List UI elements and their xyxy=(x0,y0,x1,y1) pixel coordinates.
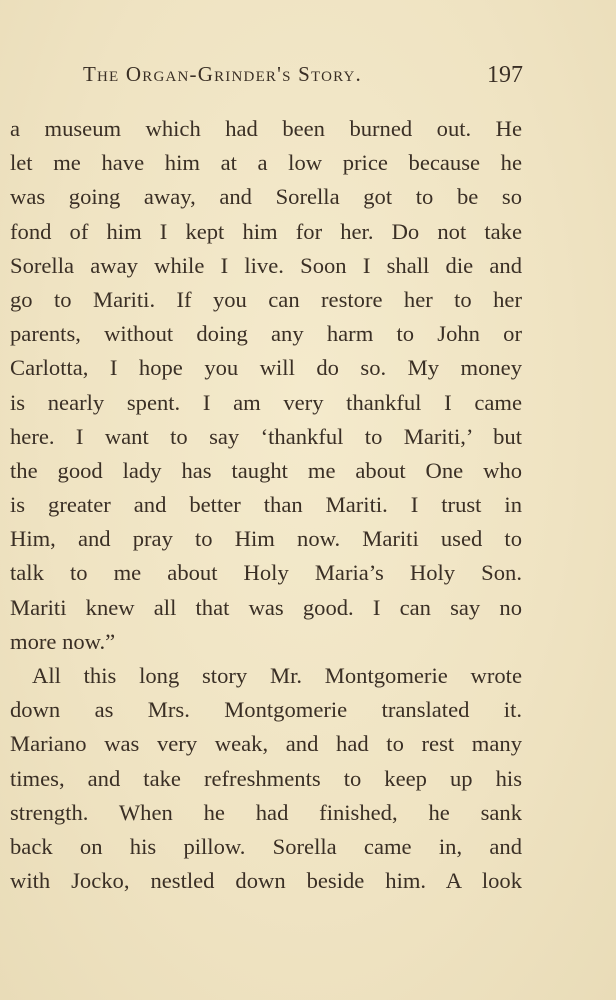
text-line: Carlotta, I hope you will do so. My money xyxy=(10,355,522,381)
text-line: Mariano was very weak, and had to rest many xyxy=(10,731,522,757)
text-line: strength. When he had finished, he sank xyxy=(10,799,522,825)
text-line: a museum which had been burned out. He xyxy=(10,116,522,141)
text-line: Him, and pray to Him now. Mariti used to xyxy=(10,526,522,552)
text-line: down as Mrs. Montgomerie translated it. xyxy=(10,697,522,723)
body-text xyxy=(10,112,522,898)
running-head xyxy=(83,62,523,92)
text-line: Mariti knew all that was good. I can say no xyxy=(10,594,522,620)
text-line: All this long story Mr. Montgomerie wrote xyxy=(32,663,522,688)
text-line: let me have him at a low price because he xyxy=(10,150,522,176)
text-line: here. I want to say ‘thankful to Mariti,’ but xyxy=(10,423,522,449)
text-line: with Jocko, nestled down beside him. A look xyxy=(10,868,522,894)
text-line: talk to me about Holy Maria’s Holy Son. xyxy=(10,560,522,586)
text-line: parents, without doing any harm to John or xyxy=(10,321,522,347)
text-line: was going away, and Sorella got to be so xyxy=(10,184,522,210)
text-line: more now.” xyxy=(10,628,116,654)
text-line: fond of him I kept him for her. Do not take xyxy=(10,218,522,244)
text-line: times, and take refreshments to keep up his xyxy=(10,765,522,791)
text-line: Sorella away while I live. Soon I shall die and xyxy=(10,252,522,278)
text-line: the good lady has taught me about One who xyxy=(10,457,522,483)
page-number: 197 xyxy=(487,62,523,88)
text-line: go to Mariti. If you can restore her to her xyxy=(10,286,522,312)
text-line: is nearly spent. I am very thankful I came xyxy=(10,389,522,415)
text-line: is greater and better than Mariti. I trust in xyxy=(10,492,522,518)
running-title: The Organ-Grinder's Story. xyxy=(83,62,362,86)
text-line: back on his pillow. Sorella came in, and xyxy=(10,833,522,859)
